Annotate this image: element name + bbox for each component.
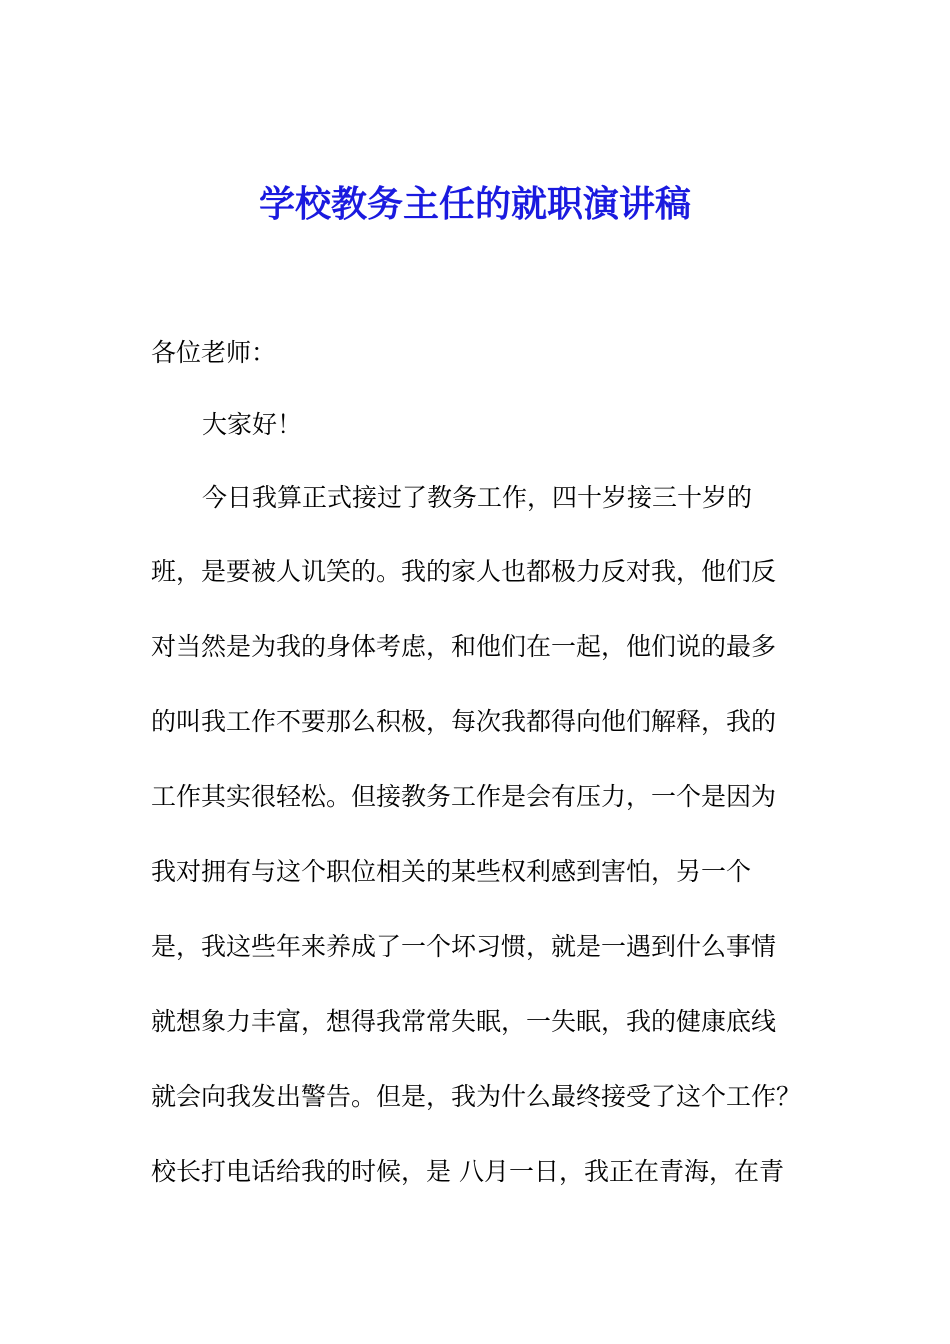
paragraph-line: 的叫我工作不要那么积极，每次我都得向他们解释，我的 [151,707,777,736]
document-title: 学校教务主任的就职演讲稿 [258,183,691,225]
paragraph-line: 我对拥有与这个职位相关的某些权利感到害怕，另一个 [151,857,752,886]
paragraph-line: 今日我算正式接过了教务工作，四十岁接三十岁的 [202,483,753,512]
paragraph-line: 工作其实很轻松。但接教务工作是会有压力，一个是因为 [151,782,777,811]
paragraph-line: 对当然是为我的身体考虑，和他们在一起，他们说的最多 [151,632,777,661]
salutation-line: 各位老师： [151,338,277,367]
paragraph-line: 校长打电话给我的时候，是 八月一日，我正在青海，在青 [151,1157,784,1186]
paragraph-line: 是，我这些年来养成了一个坏习惯，就是一遇到什么事情 [151,932,777,961]
paragraph-line: 就会向我发出警告。但是，我为什么最终接受了这个工作？ [151,1082,802,1111]
greeting-line: 大家好！ [202,410,303,439]
paragraph-line: 就想象力丰富，想得我常常失眠，一失眠，我的健康底线 [151,1007,777,1036]
paragraph-line: 班，是要被人讥笑的。我的家人也都极力反对我，他们反 [151,557,777,586]
